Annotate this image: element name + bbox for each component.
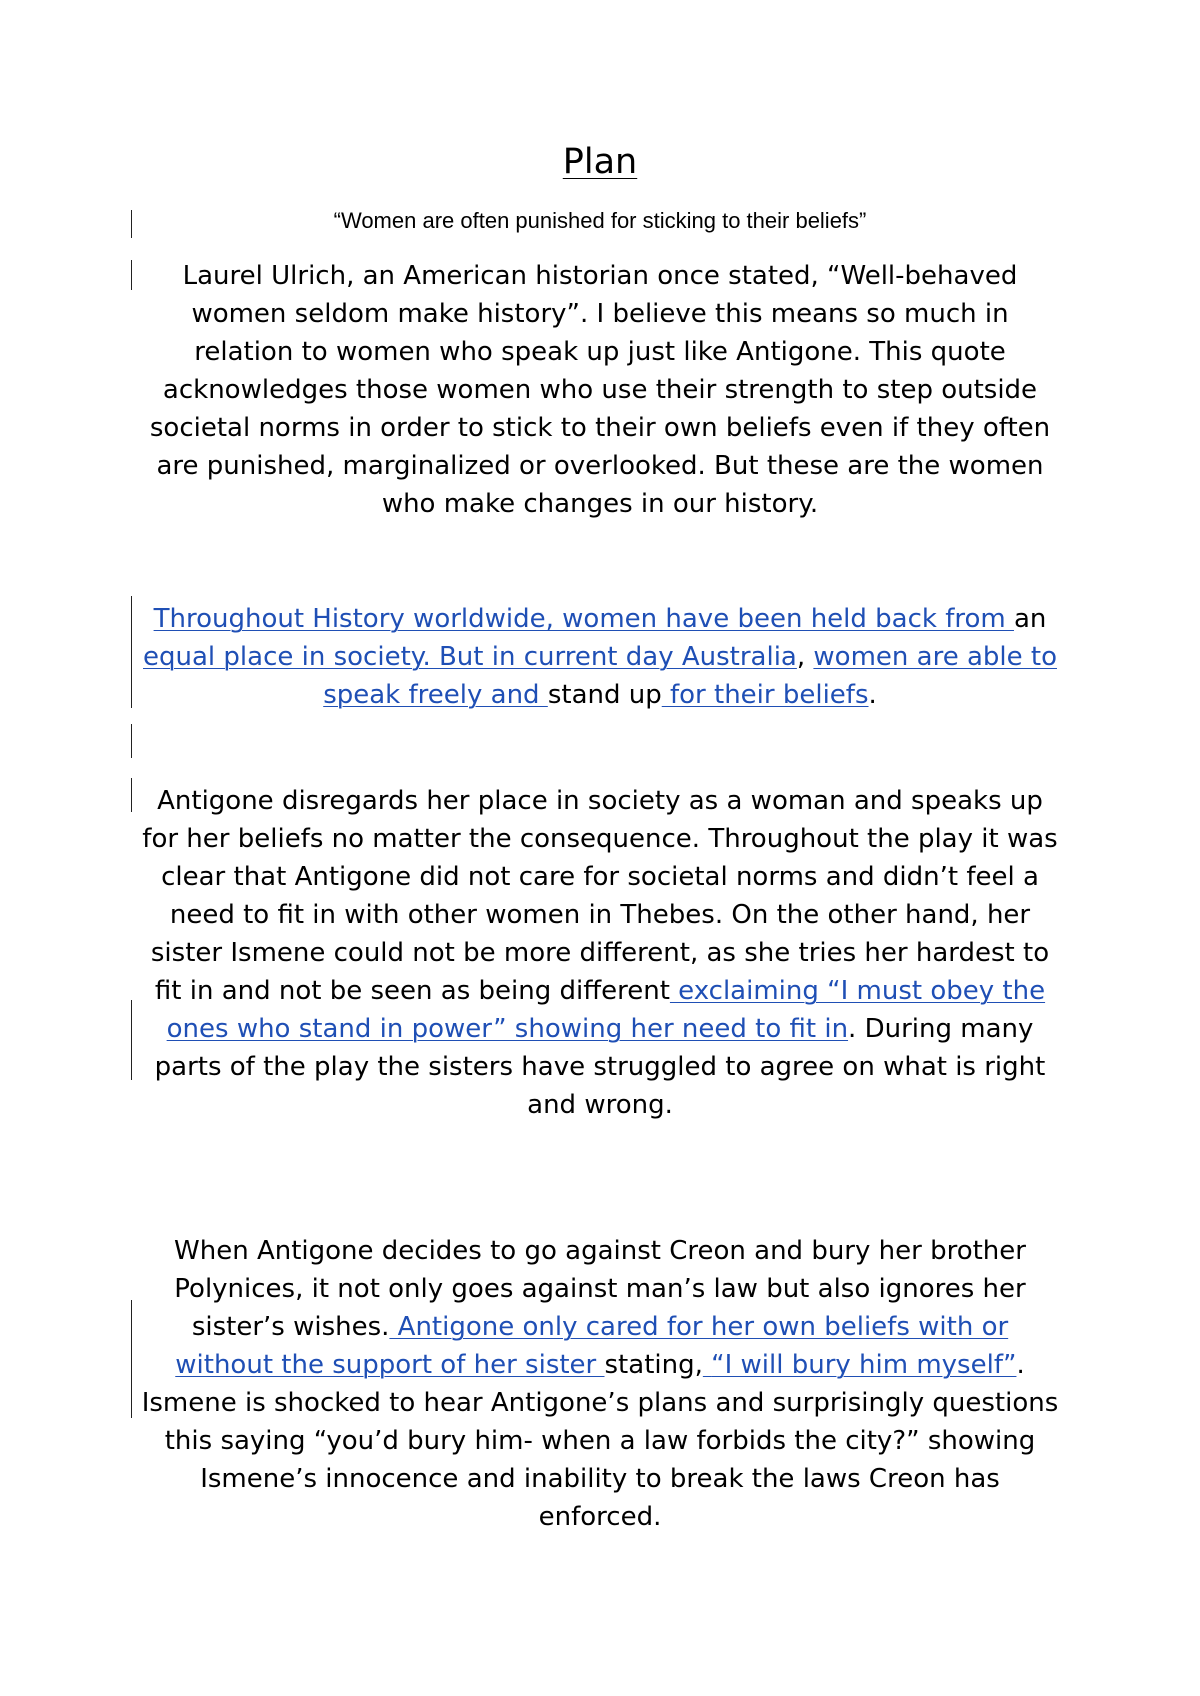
linked-text[interactable]: women are able to speak freely and (323, 642, 1057, 710)
linked-text[interactable] (703, 1350, 711, 1380)
subtitle: “Women are often punished for sticking to their beliefs” (333, 208, 867, 233)
revision-bar (131, 260, 132, 290)
paragraph-text: . During many parts of the play the sisters have struggled to agree on what is right and wrong. (154, 1014, 1046, 1120)
revision-bar (131, 596, 132, 708)
page-title: Plan (562, 142, 638, 182)
paragraph-text: , (796, 642, 814, 672)
paragraph-text: stating, (604, 1350, 703, 1380)
paragraph-context (140, 600, 1060, 714)
revision-bar (131, 1300, 132, 1418)
revision-bar (131, 724, 132, 758)
paragraph-intro: Laurel Ulrich, an American historian once stated, “Well-behaved women seldom make history”. I believe this means so much in relation to women who speak up just like Antigone. This quote acknowledges those women who use their strength to step outside societal norms in order to stick to their own beliefs even if they often are punished, marginalized or overlooked. But these are the women who make changes in our history. (149, 261, 1051, 519)
paragraph-text: an (1013, 604, 1047, 634)
linked-text[interactable]: exclaiming “I must obey the ones who stand in power” showing her need to fit in (166, 976, 1046, 1044)
paragraph-text: . Ismene is shocked to hear Antigone’s plans and surprisingly questions this saying “you’d bury him- when a law forbids the city?” showing Ismene’s innocence and inability to break the laws Creon has enforced. (141, 1350, 1059, 1532)
revision-bar (131, 1000, 132, 1080)
linked-text[interactable]: Throughout History worldwide, women have been held back from (153, 604, 1014, 634)
revision-bar (131, 778, 132, 812)
paragraph-text: Antigone disregards her place in society as a woman and speaks up for her beliefs no matter the consequence. Throughout the play it was clear that Antigone did not care for societal norms and didn’t feel a need to fit in with other women in Thebes. On the other hand, her sister Ismene could not be more different, as she tries her hardest to fit in and not be seen as being different (142, 786, 1058, 1006)
paragraph-text: stand up (547, 680, 662, 710)
paragraph-text: . (868, 680, 877, 710)
linked-text[interactable]: “I will bury him myself” (711, 1350, 1017, 1380)
linked-text[interactable]: Antigone only cared for her own beliefs with or without the support of her sister (175, 1312, 1009, 1380)
revision-bar (131, 210, 132, 238)
paragraph-ismene (140, 782, 1060, 1124)
linked-text[interactable]: equal place in society. But in current day Australia (143, 642, 797, 672)
paragraph-text: When Antigone decides to go against Creon and bury her brother Polynices, it not only goes against man’s law but also ignores her sister’s wishes. (174, 1236, 1026, 1342)
linked-text[interactable]: for their beliefs (661, 680, 869, 710)
paragraph-creon (140, 1232, 1060, 1536)
